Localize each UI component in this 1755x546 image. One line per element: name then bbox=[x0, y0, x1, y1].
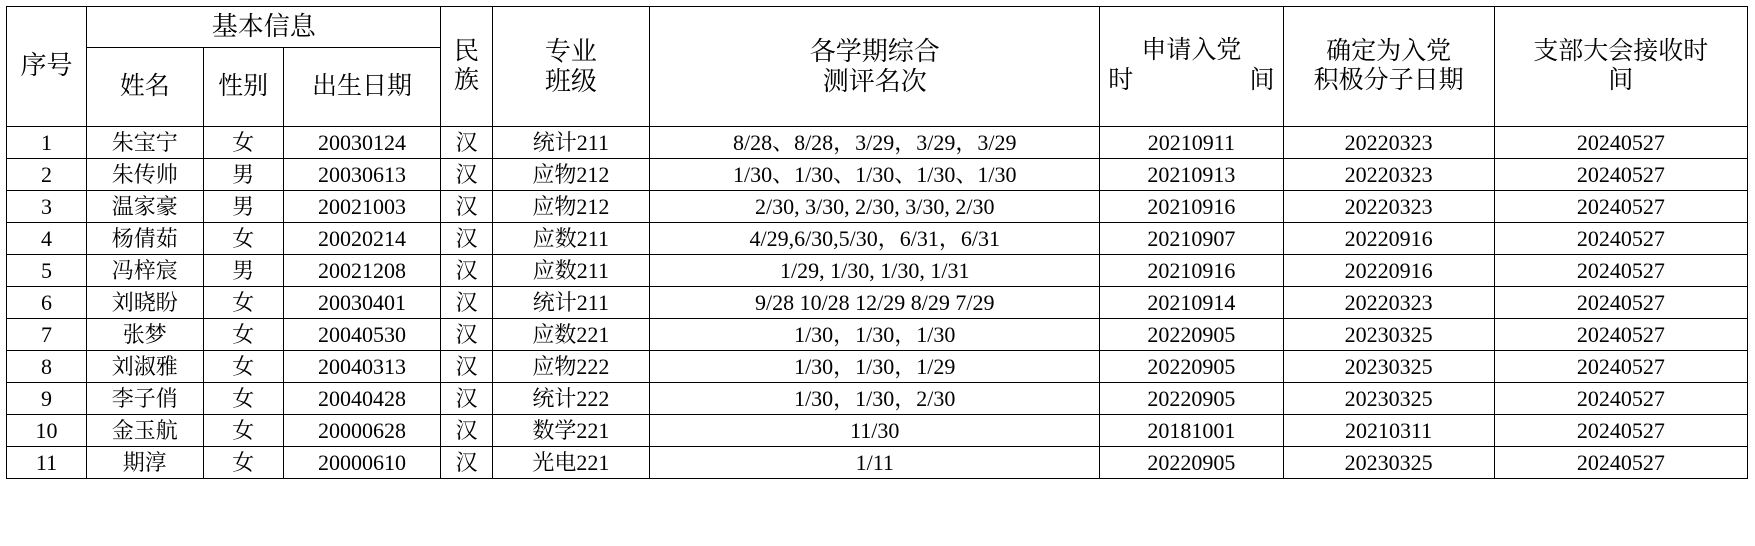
cell-major: 应数211 bbox=[492, 255, 650, 287]
cell-birth: 20021208 bbox=[283, 255, 441, 287]
cell-gender: 女 bbox=[203, 223, 283, 255]
cell-birth: 20000628 bbox=[283, 415, 441, 447]
cell-evaluation: 1/30、1/30、1/30、1/30、1/30 bbox=[650, 159, 1100, 191]
cell-ethnicity: 汉 bbox=[441, 415, 492, 447]
table-row bbox=[7, 415, 1748, 447]
cell-evaluation: 1/29, 1/30, 1/30, 1/31 bbox=[650, 255, 1100, 287]
cell-activist-date: 20230325 bbox=[1283, 447, 1494, 479]
cell-name: 刘淑雅 bbox=[86, 351, 203, 383]
table-body bbox=[7, 127, 1748, 479]
header-name: 姓名 bbox=[86, 48, 203, 127]
header-activist-line2: 积极分子日期 bbox=[1313, 66, 1464, 94]
cell-apply-time: 20210916 bbox=[1100, 191, 1283, 223]
cell-apply-time: 20210914 bbox=[1100, 287, 1283, 319]
cell-ethnicity: 汉 bbox=[441, 287, 492, 319]
header-evaluation-rank bbox=[650, 7, 1100, 127]
cell-apply-time: 20220905 bbox=[1100, 319, 1283, 351]
cell-major: 统计211 bbox=[492, 287, 650, 319]
cell-gender: 男 bbox=[203, 255, 283, 287]
cell-gender: 女 bbox=[203, 127, 283, 159]
cell-evaluation: 1/30，1/30，1/30 bbox=[650, 319, 1100, 351]
header-ethnicity-line2: 族 bbox=[453, 66, 479, 94]
cell-ethnicity: 汉 bbox=[441, 223, 492, 255]
cell-name: 朱宝宁 bbox=[86, 127, 203, 159]
cell-activist-date: 20220916 bbox=[1283, 255, 1494, 287]
cell-name: 张梦 bbox=[86, 319, 203, 351]
cell-name: 杨倩茹 bbox=[86, 223, 203, 255]
cell-gender: 女 bbox=[203, 415, 283, 447]
header-branch-meeting-date bbox=[1494, 7, 1747, 127]
cell-evaluation: 4/29,6/30,5/30，6/31，6/31 bbox=[650, 223, 1100, 255]
cell-ethnicity: 汉 bbox=[441, 383, 492, 415]
cell-gender: 女 bbox=[203, 319, 283, 351]
header-birth-date: 出生日期 bbox=[283, 48, 441, 127]
cell-seq: 1 bbox=[7, 127, 87, 159]
cell-seq: 7 bbox=[7, 319, 87, 351]
cell-branch-date: 20240527 bbox=[1494, 351, 1747, 383]
header-basic-info: 基本信息 bbox=[86, 7, 440, 48]
cell-evaluation: 1/30，1/30，1/29 bbox=[650, 351, 1100, 383]
table-row bbox=[7, 255, 1748, 287]
cell-activist-date: 20230325 bbox=[1283, 319, 1494, 351]
cell-evaluation: 11/30 bbox=[650, 415, 1100, 447]
cell-ethnicity: 汉 bbox=[441, 351, 492, 383]
cell-ethnicity: 汉 bbox=[441, 127, 492, 159]
cell-evaluation: 1/11 bbox=[650, 447, 1100, 479]
cell-name: 李子俏 bbox=[86, 383, 203, 415]
cell-evaluation: 1/30，1/30，2/30 bbox=[650, 383, 1100, 415]
header-ethnicity-line1: 民 bbox=[453, 37, 479, 65]
cell-seq: 8 bbox=[7, 351, 87, 383]
cell-birth: 20040428 bbox=[283, 383, 441, 415]
header-major-line2: 班级 bbox=[544, 66, 597, 96]
cell-apply-time: 20181001 bbox=[1100, 415, 1283, 447]
cell-branch-date: 20240527 bbox=[1494, 319, 1747, 351]
cell-apply-time: 20210911 bbox=[1100, 127, 1283, 159]
cell-gender: 女 bbox=[203, 447, 283, 479]
cell-name: 金玉航 bbox=[86, 415, 203, 447]
header-gender: 性别 bbox=[203, 48, 283, 127]
header-seq: 序号 bbox=[7, 7, 87, 127]
table-row bbox=[7, 447, 1748, 479]
cell-name: 刘晓盼 bbox=[86, 287, 203, 319]
cell-ethnicity: 汉 bbox=[441, 255, 492, 287]
table-row bbox=[7, 223, 1748, 255]
cell-branch-date: 20240527 bbox=[1494, 159, 1747, 191]
cell-branch-date: 20240527 bbox=[1494, 255, 1747, 287]
cell-activist-date: 20220323 bbox=[1283, 287, 1494, 319]
cell-ethnicity: 汉 bbox=[441, 191, 492, 223]
cell-birth: 20000610 bbox=[283, 447, 441, 479]
header-apply-line2-right: 间 bbox=[1249, 67, 1275, 95]
cell-apply-time: 20210913 bbox=[1100, 159, 1283, 191]
header-apply-time bbox=[1100, 7, 1283, 127]
cell-seq: 2 bbox=[7, 159, 87, 191]
header-activist-line1: 确定为入党 bbox=[1326, 37, 1452, 65]
applicant-table bbox=[6, 6, 1748, 479]
cell-name: 冯梓宸 bbox=[86, 255, 203, 287]
cell-major: 应物212 bbox=[492, 159, 650, 191]
header-activist-date bbox=[1283, 7, 1494, 127]
cell-apply-time: 20210916 bbox=[1100, 255, 1283, 287]
table-row bbox=[7, 127, 1748, 159]
cell-activist-date: 20220916 bbox=[1283, 223, 1494, 255]
header-apply-line2-left: 时 bbox=[1108, 67, 1134, 95]
cell-seq: 11 bbox=[7, 447, 87, 479]
header-branch-line1: 支部大会接收时 bbox=[1533, 37, 1709, 65]
table-row bbox=[7, 319, 1748, 351]
cell-seq: 4 bbox=[7, 223, 87, 255]
cell-gender: 男 bbox=[203, 191, 283, 223]
cell-birth: 20021003 bbox=[283, 191, 441, 223]
header-evaluation-line2: 测评名次 bbox=[822, 66, 927, 96]
cell-evaluation: 2/30, 3/30, 2/30, 3/30, 2/30 bbox=[650, 191, 1100, 223]
cell-branch-date: 20240527 bbox=[1494, 191, 1747, 223]
cell-birth: 20040530 bbox=[283, 319, 441, 351]
table-row bbox=[7, 383, 1748, 415]
cell-branch-date: 20240527 bbox=[1494, 415, 1747, 447]
cell-seq: 9 bbox=[7, 383, 87, 415]
cell-activist-date: 20230325 bbox=[1283, 351, 1494, 383]
cell-apply-time: 20220905 bbox=[1100, 447, 1283, 479]
cell-ethnicity: 汉 bbox=[441, 159, 492, 191]
table-row bbox=[7, 287, 1748, 319]
cell-major: 统计222 bbox=[492, 383, 650, 415]
cell-activist-date: 20210311 bbox=[1283, 415, 1494, 447]
header-major-line1: 专业 bbox=[544, 36, 597, 66]
cell-branch-date: 20240527 bbox=[1494, 223, 1747, 255]
cell-branch-date: 20240527 bbox=[1494, 127, 1747, 159]
cell-seq: 10 bbox=[7, 415, 87, 447]
table-row bbox=[7, 159, 1748, 191]
cell-branch-date: 20240527 bbox=[1494, 447, 1747, 479]
cell-birth: 20020214 bbox=[283, 223, 441, 255]
cell-birth: 20030613 bbox=[283, 159, 441, 191]
cell-major: 数学221 bbox=[492, 415, 650, 447]
cell-ethnicity: 汉 bbox=[441, 319, 492, 351]
header-branch-line2: 间 bbox=[1608, 66, 1634, 94]
cell-name: 温家豪 bbox=[86, 191, 203, 223]
table-header-row-1 bbox=[7, 7, 1748, 48]
cell-ethnicity: 汉 bbox=[441, 447, 492, 479]
cell-seq: 3 bbox=[7, 191, 87, 223]
cell-birth: 20030401 bbox=[283, 287, 441, 319]
cell-apply-time: 20210907 bbox=[1100, 223, 1283, 255]
cell-gender: 女 bbox=[203, 383, 283, 415]
cell-gender: 女 bbox=[203, 287, 283, 319]
header-apply-line2 bbox=[1100, 66, 1282, 96]
cell-seq: 6 bbox=[7, 287, 87, 319]
cell-major: 应数211 bbox=[492, 223, 650, 255]
cell-activist-date: 20220323 bbox=[1283, 127, 1494, 159]
cell-name: 期淳 bbox=[86, 447, 203, 479]
cell-evaluation: 8/28、8/28，3/29，3/29，3/29 bbox=[650, 127, 1100, 159]
cell-evaluation: 9/28 10/28 12/29 8/29 7/29 bbox=[650, 287, 1100, 319]
header-major-class bbox=[492, 7, 650, 127]
cell-branch-date: 20240527 bbox=[1494, 287, 1747, 319]
cell-major: 统计211 bbox=[492, 127, 650, 159]
cell-major: 应物222 bbox=[492, 351, 650, 383]
cell-major: 应物212 bbox=[492, 191, 650, 223]
cell-name: 朱传帅 bbox=[86, 159, 203, 191]
cell-apply-time: 20220905 bbox=[1100, 383, 1283, 415]
cell-activist-date: 20230325 bbox=[1283, 383, 1494, 415]
cell-activist-date: 20220323 bbox=[1283, 159, 1494, 191]
header-apply-line1: 申请入党 bbox=[1141, 37, 1242, 65]
cell-branch-date: 20240527 bbox=[1494, 383, 1747, 415]
header-ethnicity bbox=[441, 7, 492, 127]
cell-major: 光电221 bbox=[492, 447, 650, 479]
cell-birth: 20040313 bbox=[283, 351, 441, 383]
cell-activist-date: 20220323 bbox=[1283, 191, 1494, 223]
table-row bbox=[7, 351, 1748, 383]
table-row bbox=[7, 191, 1748, 223]
cell-seq: 5 bbox=[7, 255, 87, 287]
cell-gender: 男 bbox=[203, 159, 283, 191]
header-evaluation-line1: 各学期综合 bbox=[809, 36, 940, 66]
cell-birth: 20030124 bbox=[283, 127, 441, 159]
cell-apply-time: 20220905 bbox=[1100, 351, 1283, 383]
cell-gender: 女 bbox=[203, 351, 283, 383]
cell-major: 应数221 bbox=[492, 319, 650, 351]
